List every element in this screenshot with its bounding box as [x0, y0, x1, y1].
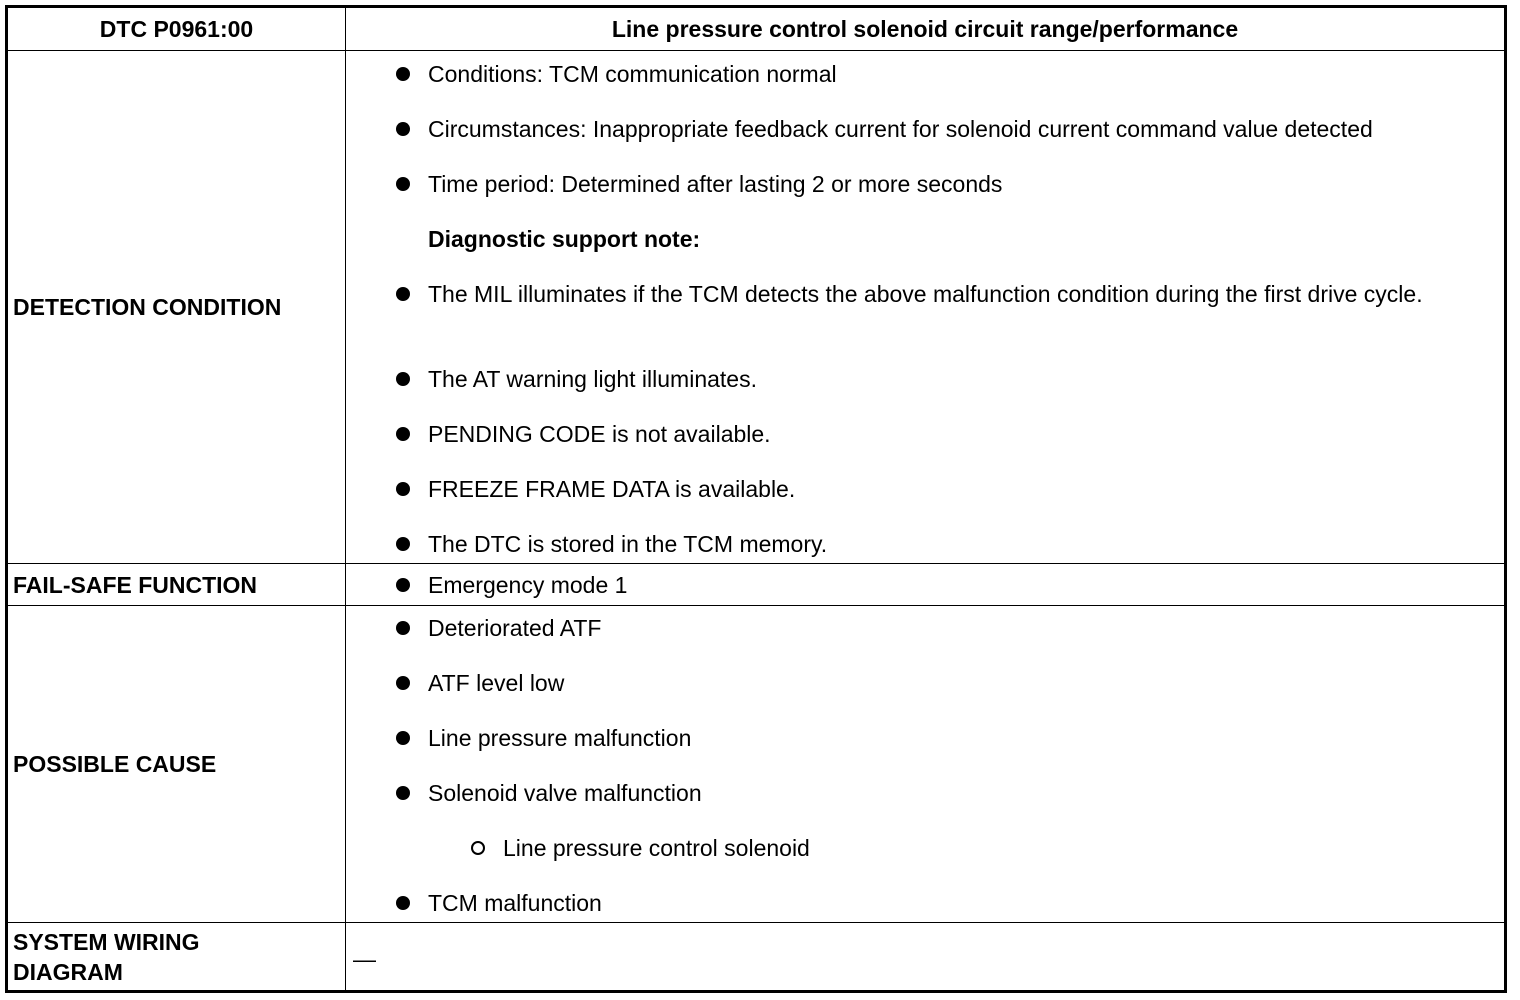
system-wiring-content: [346, 923, 1504, 990]
bullet-icon: [396, 372, 410, 386]
system-wiring-label: SYSTEM WIRING DIAGRAM: [8, 923, 346, 990]
bullet-icon: [396, 122, 410, 136]
bullet-icon: [396, 482, 410, 496]
bullet-icon: [396, 427, 410, 441]
fail-safe-row: [8, 564, 1504, 606]
bullet-icon: [396, 621, 410, 635]
dtc-code: DTC P0961:00: [8, 8, 346, 50]
bullet-icon: [396, 67, 410, 81]
detection-condition-row: [8, 51, 1504, 564]
system-wiring-row: [8, 923, 1504, 990]
bullet-icon: [396, 676, 410, 690]
dtc-description: Line pressure control solenoid circuit range/performance: [611, 16, 1239, 42]
bullet-icon: [396, 896, 410, 910]
dtc-table: [5, 5, 1507, 993]
possible-cause-content: Deteriorated ATF ATF level low Line pressure malfunction Solenoid valve malfunction Line pressure control solenoid TCM malfunction: [346, 606, 1504, 922]
empty-dash: —: [353, 946, 376, 972]
detection-condition-label: DETECTION CONDITION: [8, 51, 346, 563]
bullet-icon: [396, 578, 410, 592]
diagnostic-note-heading: Diagnostic support note:: [428, 226, 701, 252]
hollow-bullet-icon: [471, 841, 485, 855]
fail-safe-label: FAIL-SAFE FUNCTION: [8, 564, 346, 605]
possible-cause-label: POSSIBLE CAUSE: [8, 606, 346, 922]
fail-safe-content: Emergency mode 1: [346, 564, 1504, 605]
bullet-icon: [396, 731, 410, 745]
header-row: [8, 8, 1504, 51]
possible-cause-row: [8, 606, 1504, 923]
detection-condition-content: Conditions: TCM communication normal Circumstances: Inappropriate feedback current for solenoid current command value detected Time period: Determined after lasting 2 or more seconds Diagnostic support note: The MIL illuminates if the TCM detects the above malfunction condition during the first drive cycle. The AT warning light illuminates. PENDING CODE is not available. FREEZE FRAME DATA is available. The DTC is stored in the TCM memory.: [346, 51, 1504, 563]
bullet-icon: [396, 537, 410, 551]
bullet-icon: [396, 287, 410, 301]
bullet-icon: [396, 177, 410, 191]
bullet-icon: [396, 786, 410, 800]
